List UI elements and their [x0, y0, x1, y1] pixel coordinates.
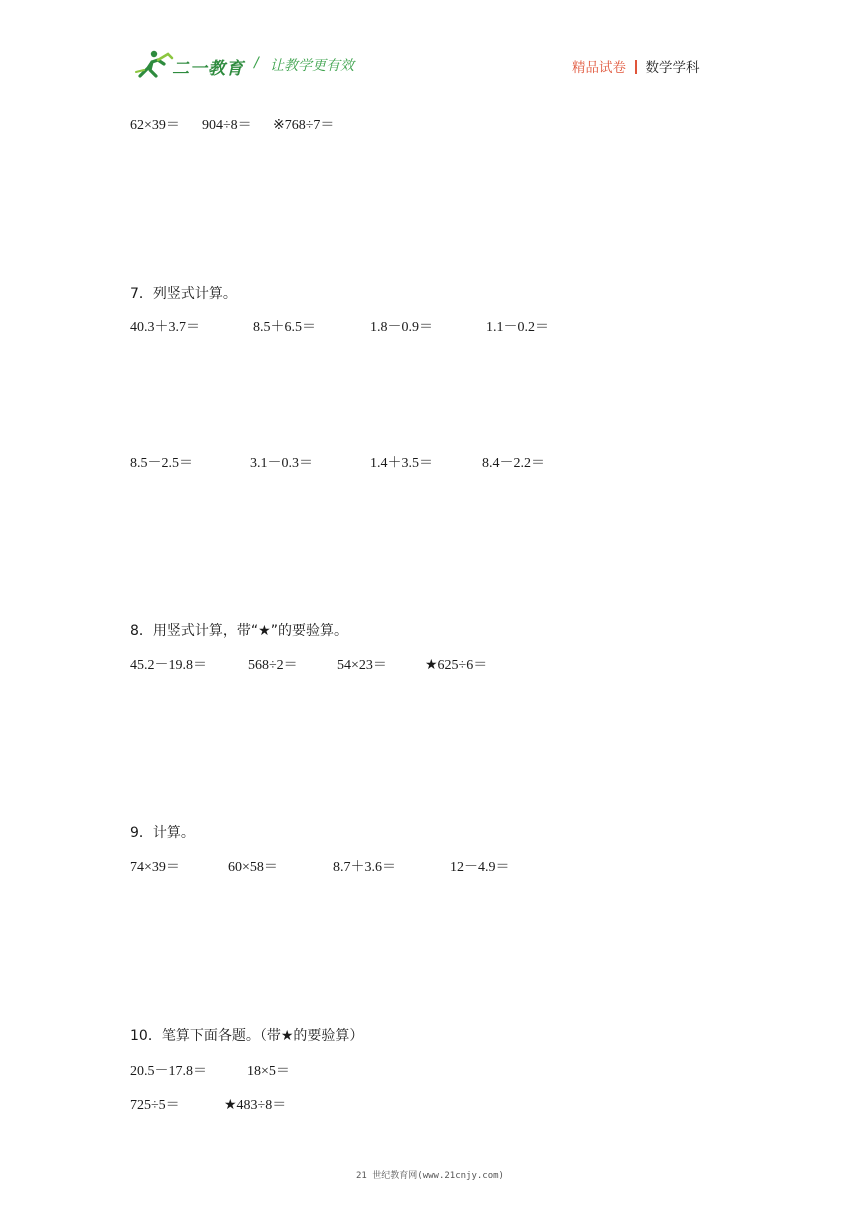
- equation: 8.5－2.5＝: [130, 456, 193, 471]
- header-divider: [635, 60, 637, 74]
- equation: 74×39＝: [130, 860, 180, 875]
- equation: ★625÷6＝: [425, 658, 488, 673]
- brand-slogan: 让教学更有效: [270, 58, 354, 74]
- equation: 3.1－0.3＝: [250, 456, 313, 471]
- equation: 1.1－0.2＝: [486, 320, 549, 335]
- equation: 45.2－19.8＝: [130, 658, 207, 673]
- equation: 18×5＝: [247, 1064, 290, 1079]
- header-separator: /: [254, 55, 259, 71]
- equation: 1.8－0.9＝: [370, 320, 433, 335]
- running-figure-icon: [134, 48, 174, 80]
- equation: 1.4＋3.5＝: [370, 456, 433, 471]
- equation: 62×39＝: [130, 118, 180, 133]
- equation: 20.5－17.8＝: [130, 1064, 207, 1079]
- equation: 725÷5＝: [130, 1098, 180, 1113]
- equation: 40.3＋3.7＝: [130, 320, 200, 335]
- equation: 12－4.9＝: [450, 860, 510, 875]
- subject-label: 数学学科: [645, 60, 700, 76]
- equation: 8.4－2.2＝: [482, 456, 545, 471]
- brand-name: 二一教育: [172, 59, 244, 79]
- question-8-title: 8．用竖式计算，带“★”的要验算。: [130, 623, 348, 639]
- equation: 8.5＋6.5＝: [253, 320, 316, 335]
- brand-logo: [134, 48, 374, 84]
- quality-badge: 精品试卷: [572, 60, 626, 76]
- page-footer: 21 世纪教育网(www.21cnjy.com): [356, 1171, 504, 1181]
- question-7-title: 7．列竖式计算。: [130, 286, 237, 302]
- equation: 8.7＋3.6＝: [333, 860, 396, 875]
- equation: 54×23＝: [337, 658, 387, 673]
- equation: 904÷8＝: [202, 118, 252, 133]
- question-10-title: 10．笔算下面各题。（带★的要验算）: [130, 1028, 364, 1044]
- equation: ★483÷8＝: [224, 1098, 287, 1113]
- equation: ※768÷7＝: [273, 118, 335, 133]
- header-right: [572, 56, 700, 76]
- equation: 568÷2＝: [248, 658, 298, 673]
- equation: 60×58＝: [228, 860, 278, 875]
- question-9-title: 9．计算。: [130, 825, 195, 841]
